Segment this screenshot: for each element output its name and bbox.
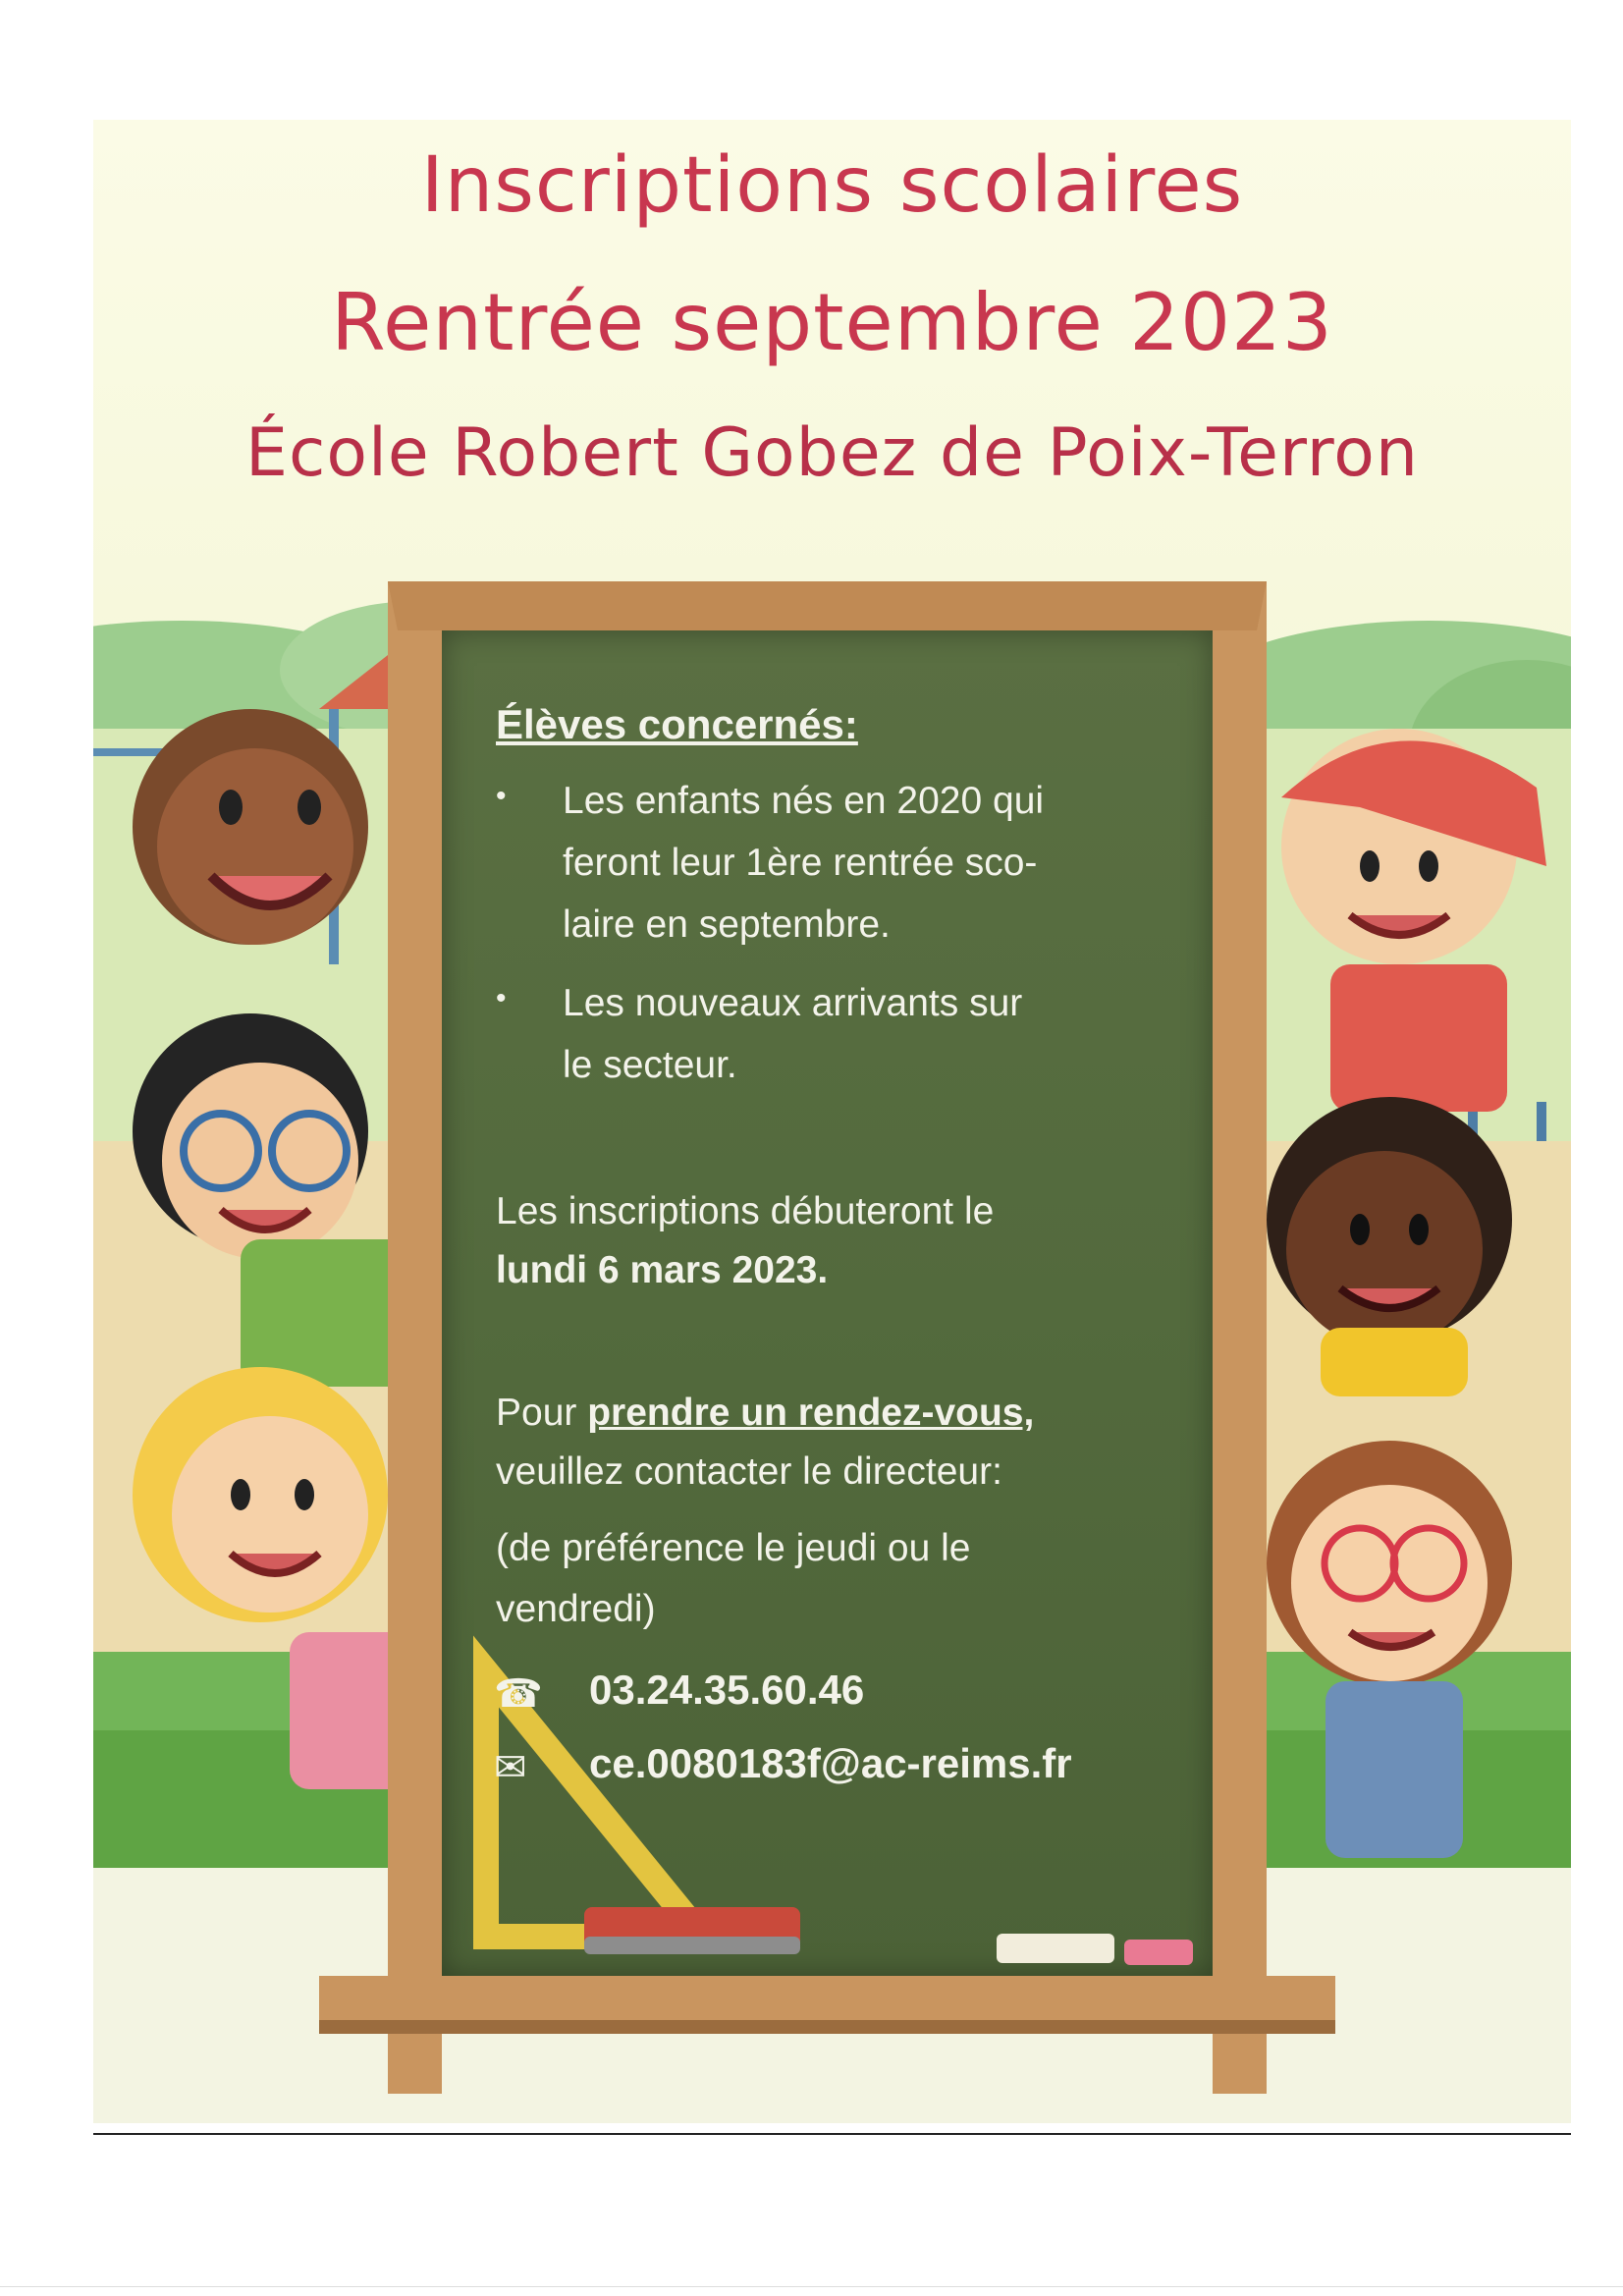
- start-text: Les inscriptions débuteront le: [496, 1190, 995, 1232]
- rdv-line-1: [496, 1392, 1034, 1435]
- bullet-dot: •: [496, 982, 507, 1014]
- envelope-icon: ✉: [494, 1746, 527, 1789]
- bullet-1-line-2: feront leur 1ère rentrée sco-: [563, 842, 1038, 884]
- start-date-value: lundi 6 mars 2023.: [496, 1249, 829, 1291]
- phone-number: 03.24.35.60.46: [589, 1667, 865, 1713]
- telephone-icon: ☎: [494, 1672, 543, 1716]
- email-address: ce.0080183f@ac-reims.fr: [589, 1740, 1072, 1786]
- preference-line-1: (de préférence le jeudi ou le: [496, 1527, 971, 1569]
- title-line-2: Rentrée septembre 2023: [331, 277, 1333, 368]
- rdv-line-2: veuillez contacter le directeur:: [496, 1450, 1002, 1493]
- preference-line-2: vendredi): [496, 1588, 656, 1630]
- bullet-dot: •: [496, 780, 507, 812]
- bullet-2-line-2: le secteur.: [563, 1044, 737, 1086]
- ruler-triangle-and-eraser: [93, 120, 1571, 2123]
- footer-rule: [93, 2133, 1571, 2135]
- bullet-1-line-3: laire en septembre.: [563, 903, 891, 946]
- scan-edge: [0, 2286, 1623, 2287]
- title-line-1: Inscriptions scolaires: [420, 141, 1244, 230]
- board-heading: Élèves concernés:: [496, 701, 858, 747]
- start-date: [496, 1249, 828, 1292]
- poster: [93, 120, 1571, 2123]
- bullet-1-line-1: Les enfants nés en 2020 qui: [563, 780, 1045, 822]
- rdv-prefix: Pour: [496, 1392, 577, 1434]
- rdv-link-text: prendre un rendez-vous,: [587, 1392, 1035, 1434]
- bullet-2-line-1: Les nouveaux arrivants sur: [563, 982, 1023, 1024]
- school-name: École Robert Gobez de Poix-Terron: [245, 414, 1419, 492]
